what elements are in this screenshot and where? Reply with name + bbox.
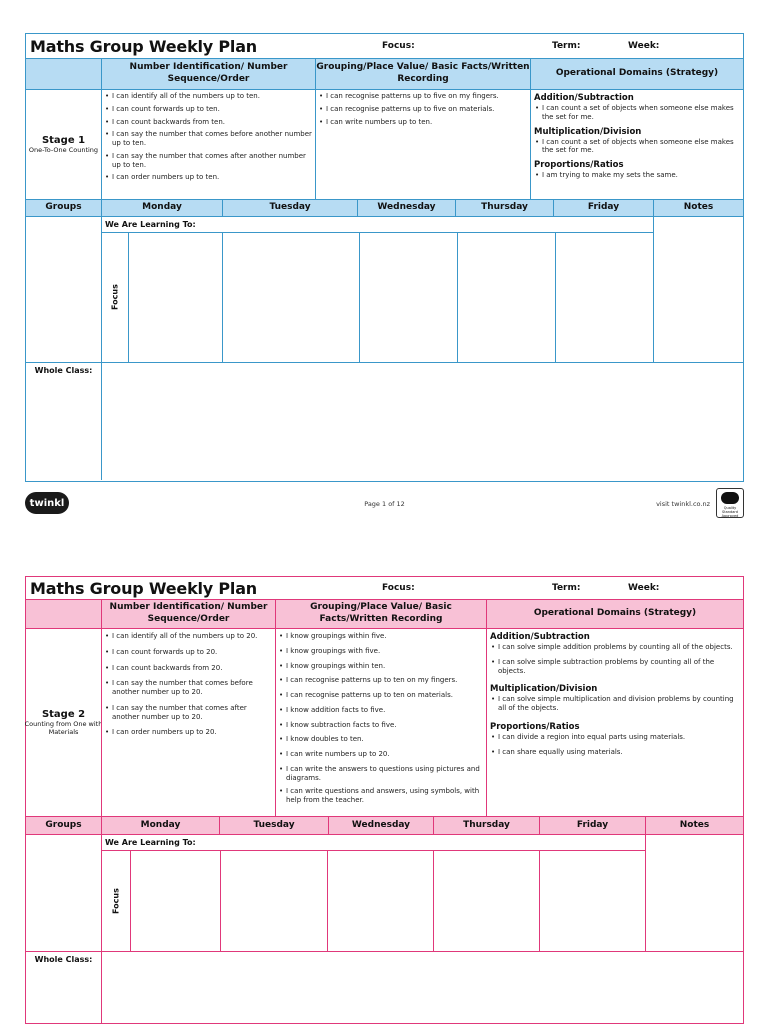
term-label: Term: xyxy=(552,583,581,593)
header-number-identification: Number Identification/ Number Sequence/Order xyxy=(101,600,275,628)
plan-title-row xyxy=(26,34,743,58)
wednesday-header: Wednesday xyxy=(357,200,455,216)
badge-text: Quality Standard Approved xyxy=(721,506,739,519)
list-item: • I can write numbers up to 20. xyxy=(278,750,484,759)
focus-label: Focus xyxy=(110,284,120,311)
groups-header: Groups xyxy=(26,817,101,834)
monday-cell[interactable] xyxy=(128,233,222,362)
thursday-header: Thursday xyxy=(433,817,539,834)
tuesday-cell[interactable] xyxy=(222,233,359,362)
notes-cell[interactable] xyxy=(645,835,743,951)
list-item: • I can count backwards from 20. xyxy=(104,664,273,673)
operational-domains-cell xyxy=(486,629,743,816)
list-item: • I can say the number that comes after another number up to ten. xyxy=(104,152,313,170)
whole-class-cell[interactable] xyxy=(101,952,743,1023)
focus-label: Focus: xyxy=(382,583,415,593)
wednesday-cell[interactable] xyxy=(327,851,433,951)
header-operational-domains: Operational Domains (Strategy) xyxy=(486,600,743,628)
list-item: • I can count forwards up to ten. xyxy=(104,105,313,114)
quality-badge-icon xyxy=(716,488,744,518)
list-item: • I know doubles to ten. xyxy=(278,735,484,744)
domain-title: Addition/Subtraction xyxy=(534,93,634,103)
weekly-plan-stage-1 xyxy=(25,33,744,482)
list-item: • I can count backwards from ten. xyxy=(104,118,313,127)
domain-title: Multiplication/Division xyxy=(534,126,642,137)
whole-class-row xyxy=(26,951,743,1023)
number-identification-cell xyxy=(101,629,275,816)
strand-header-row xyxy=(26,58,743,89)
planning-area xyxy=(101,217,653,362)
planning-area xyxy=(101,835,645,951)
whole-class-label: Whole Class: xyxy=(34,366,93,375)
list-item: • I know addition facts to five. xyxy=(278,706,484,715)
list-item: • I can say the number that comes before another number up to 20. xyxy=(104,679,273,697)
header-grouping-place-value: Grouping/Place Value/ Basic Facts/Written Recording xyxy=(315,59,530,89)
list-item: • I know groupings within five. xyxy=(278,632,484,641)
weekly-plan-stage-2 xyxy=(25,576,744,1024)
domain-title: Addition/Subtraction xyxy=(490,632,590,642)
domain-title: Multiplication/Division xyxy=(490,684,598,695)
thursday-cell[interactable] xyxy=(457,233,555,362)
list-item: • I can recognise patterns up to five on materials. xyxy=(318,105,528,114)
list-item: • I know subtraction facts to five. xyxy=(278,721,484,730)
wednesday-header: Wednesday xyxy=(328,817,433,834)
header-number-identification: Number Identification/ Number Sequence/Order xyxy=(101,59,315,89)
header-grouping-place-value: Grouping/Place Value/ Basic Facts/Written Recording xyxy=(275,600,486,628)
focus-group-row xyxy=(26,834,743,951)
friday-cell[interactable] xyxy=(555,233,653,362)
list-item: • I can write the answers to questions using pictures and diagrams. xyxy=(278,765,484,783)
list-item: • I can identify all of the numbers up to 20. xyxy=(104,632,273,641)
grouping-place-value-cell xyxy=(315,90,530,199)
list-item: • I can count a set of objects when someone else makes the set for me. xyxy=(534,138,740,156)
list-item: • I can share equally using materials. xyxy=(490,748,740,757)
thursday-cell[interactable] xyxy=(433,851,539,951)
list-item: • I can count forwards up to 20. xyxy=(104,648,273,657)
page-number: Page 1 of 12 xyxy=(364,500,405,508)
list-item: • I can say the number that comes before another number up to ten. xyxy=(104,130,313,148)
whole-class-cell[interactable] xyxy=(101,363,743,480)
list-item: • I can identify all of the numbers up to ten. xyxy=(104,92,313,101)
days-header-row xyxy=(26,816,743,834)
number-identification-cell xyxy=(101,90,315,199)
whole-class-label: Whole Class: xyxy=(34,955,93,964)
tuesday-header: Tuesday xyxy=(219,817,328,834)
list-item: • I can recognise patterns up to ten on materials. xyxy=(278,691,484,700)
list-item: • I know groupings with five. xyxy=(278,647,484,656)
notes-cell[interactable] xyxy=(653,217,743,362)
stage-cell xyxy=(26,90,101,199)
list-item: • I can write questions and answers, using symbols, with help from the teacher. xyxy=(278,787,484,805)
visit-link[interactable]: visit twinkl.co.nz xyxy=(656,500,710,508)
twinkl-logo: twinkl xyxy=(25,492,69,514)
notes-header: Notes xyxy=(645,817,743,834)
focus-label: Focus xyxy=(111,888,121,914)
stage-subtitle: Counting from One with Materials xyxy=(24,719,103,736)
plan-title-row xyxy=(26,577,743,599)
list-item: • I can order numbers up to 20. xyxy=(104,728,273,737)
list-item: • I can recognise patterns up to five on my fingers. xyxy=(318,92,528,101)
list-item: • I can solve simple multiplication and division problems by counting all of the objects. xyxy=(490,695,740,713)
week-label: Week: xyxy=(628,583,660,593)
list-item: • I can order numbers up to ten. xyxy=(104,173,313,182)
days-header-row xyxy=(26,199,743,216)
week-label: Week: xyxy=(628,41,660,51)
list-item: • I can count a set of objects when someone else makes the set for me. xyxy=(534,104,740,122)
term-label: Term: xyxy=(552,41,581,51)
domain-title: Proportions/Ratios xyxy=(490,721,580,732)
operational-domains-cell xyxy=(530,90,743,199)
friday-header: Friday xyxy=(553,200,653,216)
plan-title: Maths Group Weekly Plan xyxy=(30,578,257,598)
monday-header: Monday xyxy=(101,200,222,216)
learning-intention-label: We Are Learning To: xyxy=(102,217,653,233)
friday-header: Friday xyxy=(539,817,645,834)
stage-subtitle: One-To-One Counting xyxy=(28,145,99,154)
strand-header-row xyxy=(26,599,743,628)
header-operational-domains: Operational Domains (Strategy) xyxy=(530,59,743,89)
list-item: • I can solve simple subtraction problems by counting all of the objects. xyxy=(490,658,740,676)
thursday-header: Thursday xyxy=(455,200,553,216)
list-item: • I can solve simple addition problems by counting all of the objects. xyxy=(490,643,740,652)
monday-header: Monday xyxy=(101,817,219,834)
stage-name: Stage 1 xyxy=(41,134,86,146)
list-item: • I can say the number that comes after another number up to 20. xyxy=(104,704,273,722)
list-item: • I am trying to make my sets the same. xyxy=(534,171,740,180)
list-item: • I can recognise patterns up to ten on my fingers. xyxy=(278,676,484,685)
plan-title: Maths Group Weekly Plan xyxy=(30,36,257,56)
friday-cell[interactable] xyxy=(539,851,645,951)
monday-cell[interactable] xyxy=(130,851,220,951)
list-item: • I can divide a region into equal parts using materials. xyxy=(490,733,740,742)
wednesday-cell[interactable] xyxy=(359,233,457,362)
stage-row xyxy=(26,628,743,816)
tuesday-header: Tuesday xyxy=(222,200,357,216)
learning-intention-label: We Are Learning To: xyxy=(102,835,645,851)
groups-header: Groups xyxy=(26,200,101,216)
list-item: • I can write numbers up to ten. xyxy=(318,118,528,127)
stage-name: Stage 2 xyxy=(41,708,86,720)
notes-header: Notes xyxy=(653,200,743,216)
whole-class-row xyxy=(26,362,743,480)
page-footer xyxy=(25,488,744,518)
domain-title: Proportions/Ratios xyxy=(534,160,624,170)
focus-label: Focus: xyxy=(382,41,415,51)
list-item: • I know groupings within ten. xyxy=(278,662,484,671)
tuesday-cell[interactable] xyxy=(220,851,327,951)
focus-group-row xyxy=(26,216,743,362)
stage-row xyxy=(26,89,743,199)
grouping-place-value-cell xyxy=(275,629,486,816)
stage-cell xyxy=(26,629,101,816)
